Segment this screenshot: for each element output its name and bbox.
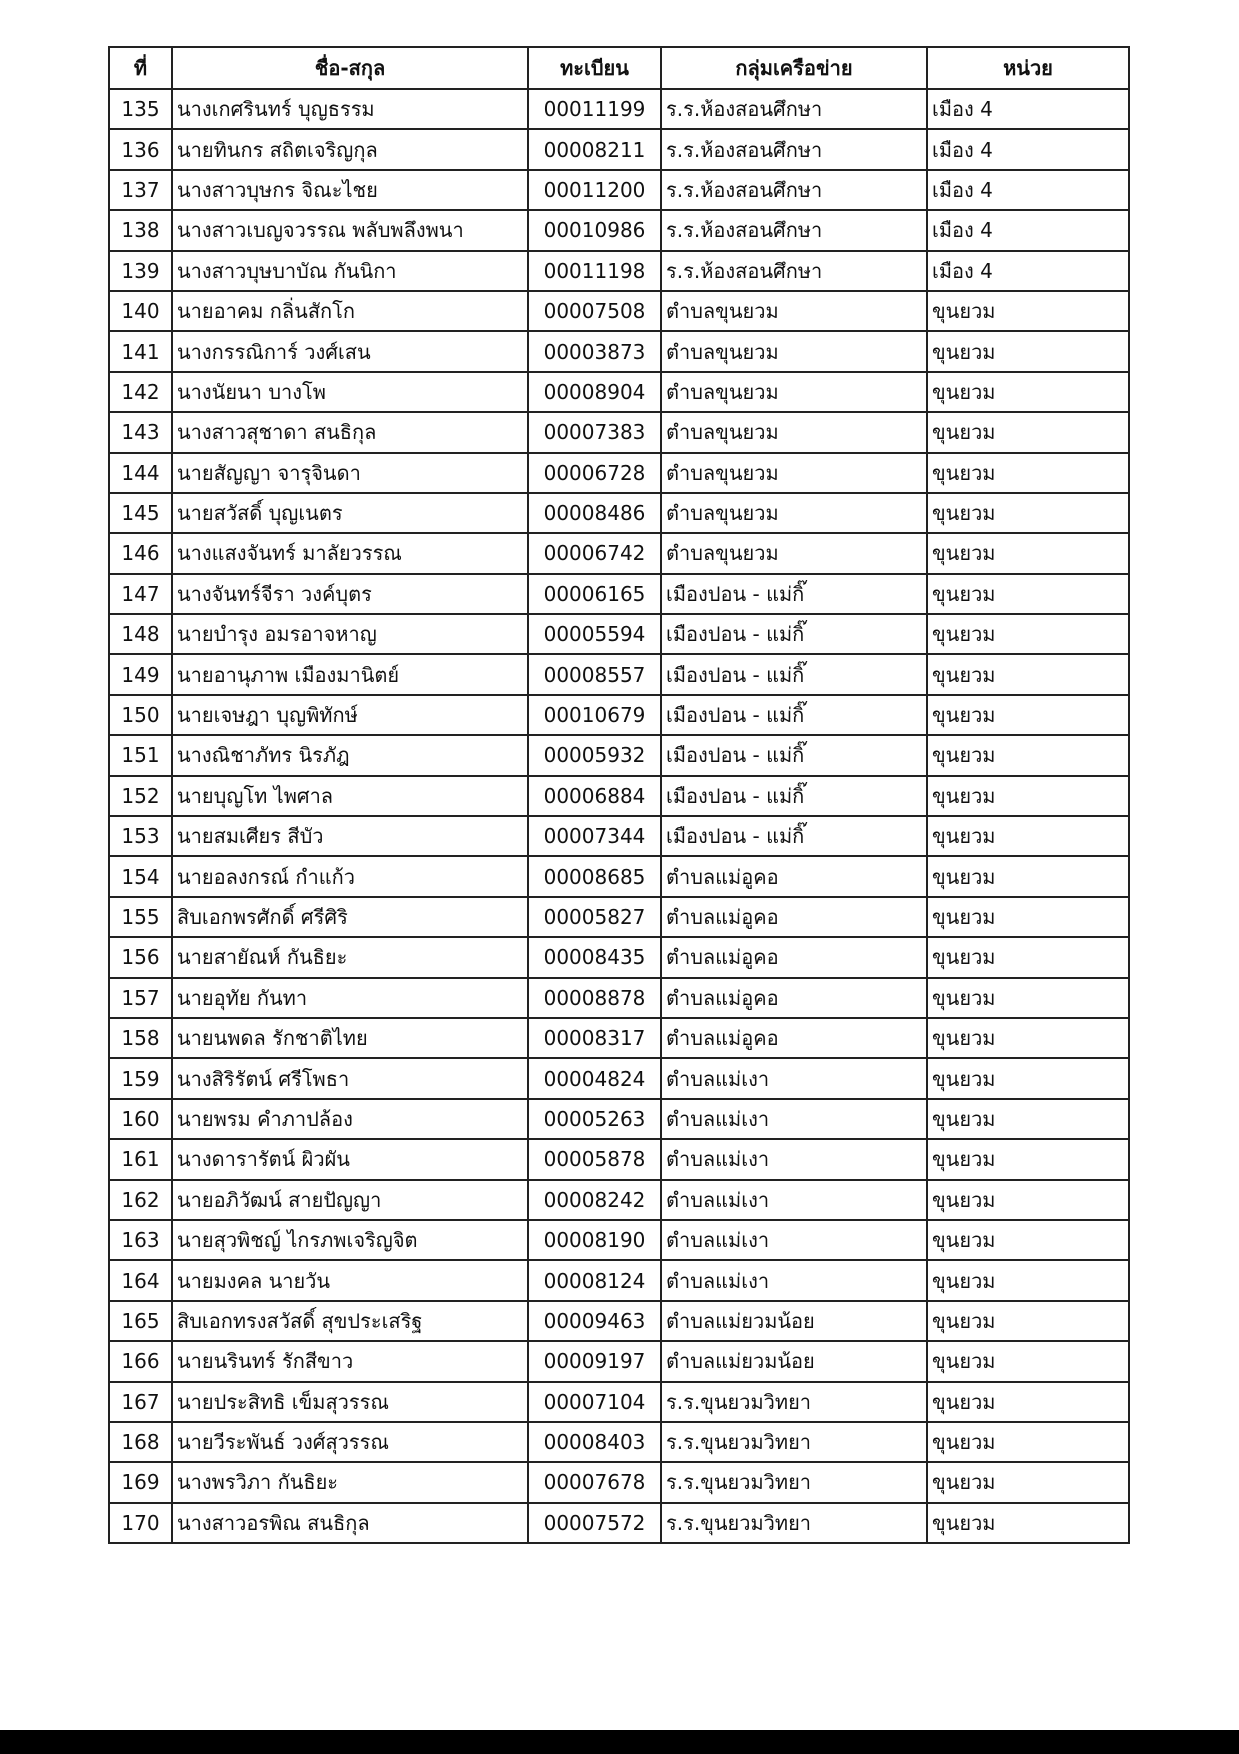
cell-name: นางสิริรัตน์ ศรีโพธา: [172, 1058, 528, 1098]
cell-name: นางสาวเบญจวรรณ พลับพลึงพนา: [172, 210, 528, 250]
cell-name: นายพรม คำภาปล้อง: [172, 1099, 528, 1139]
cell-no: 157: [109, 978, 172, 1018]
cell-unit: ขุนยวม: [927, 1341, 1129, 1381]
cell-name: สิบเอกพรศักดิ์ ศรีศิริ: [172, 897, 528, 937]
cell-network: ตำบลแม่อูคอ: [661, 1018, 927, 1058]
cell-name: นางสาวอรพิณ สนธิกุล: [172, 1503, 528, 1543]
header-name: ชื่อ-สกุล: [172, 47, 528, 89]
cell-name: นายอาคม กลิ่นสักโก: [172, 291, 528, 331]
cell-no: 152: [109, 776, 172, 816]
table-row: [109, 89, 1129, 129]
scan-bottom-edge: [0, 1730, 1239, 1754]
table-row: [109, 978, 1129, 1018]
table-row: [109, 937, 1129, 977]
cell-registration: 00007104: [528, 1382, 661, 1422]
cell-unit: ขุนยวม: [927, 533, 1129, 573]
table-row: [109, 1099, 1129, 1139]
cell-no: 150: [109, 695, 172, 735]
cell-no: 156: [109, 937, 172, 977]
cell-name: นางณิชาภัทร นิรภัฎ: [172, 735, 528, 775]
cell-no: 140: [109, 291, 172, 331]
cell-no: 166: [109, 1341, 172, 1381]
table-row: [109, 816, 1129, 856]
cell-name: นายอภิวัฒน์ สายปัญญา: [172, 1180, 528, 1220]
cell-name: นางกรรณิการ์ วงศ์เสน: [172, 331, 528, 371]
cell-unit: ขุนยวม: [927, 1382, 1129, 1422]
cell-no: 168: [109, 1422, 172, 1462]
cell-network: ร.ร.ห้องสอนศึกษา: [661, 210, 927, 250]
cell-unit: เมือง 4: [927, 89, 1129, 129]
cell-registration: 00006165: [528, 574, 661, 614]
table-row: [109, 210, 1129, 250]
cell-network: ร.ร.ขุนยวมวิทยา: [661, 1422, 927, 1462]
cell-no: 163: [109, 1220, 172, 1260]
table-row: [109, 372, 1129, 412]
cell-registration: 00005263: [528, 1099, 661, 1139]
cell-registration: 00005594: [528, 614, 661, 654]
cell-registration: 00005827: [528, 897, 661, 937]
cell-registration: 00007508: [528, 291, 661, 331]
cell-network: ร.ร.ขุนยวมวิทยา: [661, 1462, 927, 1502]
cell-network: เมืองปอน - แม่กิ๊: [661, 654, 927, 694]
cell-name: นางแสงจันทร์ มาลัยวรรณ: [172, 533, 528, 573]
cell-no: 147: [109, 574, 172, 614]
cell-network: ร.ร.ห้องสอนศึกษา: [661, 129, 927, 169]
cell-network: ตำบลขุนยวม: [661, 412, 927, 452]
cell-registration: 00008557: [528, 654, 661, 694]
cell-unit: ขุนยวม: [927, 695, 1129, 735]
cell-network: ตำบลแม่เงา: [661, 1139, 927, 1179]
cell-registration: 00007678: [528, 1462, 661, 1502]
cell-unit: ขุนยวม: [927, 978, 1129, 1018]
cell-registration: 00008904: [528, 372, 661, 412]
cell-network: ตำบลแม่เงา: [661, 1058, 927, 1098]
cell-no: 164: [109, 1260, 172, 1300]
cell-unit: ขุนยวม: [927, 1220, 1129, 1260]
cell-name: นางพรวิภา กันธิยะ: [172, 1462, 528, 1502]
cell-unit: ขุนยวม: [927, 1301, 1129, 1341]
cell-network: ตำบลแม่อูคอ: [661, 978, 927, 1018]
cell-unit: ขุนยวม: [927, 453, 1129, 493]
cell-no: 137: [109, 170, 172, 210]
cell-no: 145: [109, 493, 172, 533]
cell-registration: 00004824: [528, 1058, 661, 1098]
cell-name: นายบำรุง อมรอาจหาญ: [172, 614, 528, 654]
cell-no: 138: [109, 210, 172, 250]
cell-unit: เมือง 4: [927, 129, 1129, 169]
cell-name: นายนพดล รักชาติไทย: [172, 1018, 528, 1058]
table-row: [109, 574, 1129, 614]
table-row: [109, 493, 1129, 533]
cell-unit: ขุนยวม: [927, 654, 1129, 694]
cell-network: ร.ร.ขุนยวมวิทยา: [661, 1382, 927, 1422]
cell-unit: ขุนยวม: [927, 291, 1129, 331]
cell-network: ตำบลขุนยวม: [661, 372, 927, 412]
cell-name: นายวีระพันธ์ วงศ์สุวรรณ: [172, 1422, 528, 1462]
cell-no: 158: [109, 1018, 172, 1058]
cell-network: เมืองปอน - แม่กิ๊: [661, 776, 927, 816]
cell-network: ตำบลขุนยวม: [661, 291, 927, 331]
table-row: [109, 776, 1129, 816]
cell-no: 169: [109, 1462, 172, 1502]
cell-network: เมืองปอน - แม่กิ๊: [661, 574, 927, 614]
cell-registration: 00008685: [528, 856, 661, 896]
cell-registration: 00008317: [528, 1018, 661, 1058]
cell-network: เมืองปอน - แม่กิ๊: [661, 614, 927, 654]
cell-network: ตำบลแม่อูคอ: [661, 897, 927, 937]
table-row: [109, 170, 1129, 210]
cell-no: 162: [109, 1180, 172, 1220]
table-row: [109, 735, 1129, 775]
table-row: [109, 856, 1129, 896]
table-row: [109, 291, 1129, 331]
cell-registration: 00008190: [528, 1220, 661, 1260]
cell-no: 170: [109, 1503, 172, 1543]
header-unit: หน่วย: [927, 47, 1129, 89]
cell-no: 135: [109, 89, 172, 129]
cell-network: ตำบลแม่เงา: [661, 1099, 927, 1139]
cell-name: นางดารารัตน์ ผิวผัน: [172, 1139, 528, 1179]
cell-name: นางสาวบุษกร จิณะไชย: [172, 170, 528, 210]
cell-unit: ขุนยวม: [927, 735, 1129, 775]
cell-name: นายทินกร สถิตเจริญกุล: [172, 129, 528, 169]
cell-no: 136: [109, 129, 172, 169]
cell-network: ตำบลขุนยวม: [661, 453, 927, 493]
cell-name: นายอลงกรณ์ กำแก้ว: [172, 856, 528, 896]
table-row: [109, 1260, 1129, 1300]
cell-unit: ขุนยวม: [927, 372, 1129, 412]
cell-no: 160: [109, 1099, 172, 1139]
roster-table: [108, 46, 1130, 1544]
cell-name: นางนัยนา บางโพ: [172, 372, 528, 412]
table-row: [109, 1180, 1129, 1220]
cell-no: 165: [109, 1301, 172, 1341]
cell-unit: ขุนยวม: [927, 937, 1129, 977]
cell-unit: ขุนยวม: [927, 856, 1129, 896]
cell-network: ตำบลแม่เงา: [661, 1220, 927, 1260]
cell-unit: ขุนยวม: [927, 1058, 1129, 1098]
cell-registration: 00008486: [528, 493, 661, 533]
header-network: กลุ่มเครือข่าย: [661, 47, 927, 89]
table-row: [109, 251, 1129, 291]
cell-name: นายอุทัย กันทา: [172, 978, 528, 1018]
cell-no: 148: [109, 614, 172, 654]
cell-no: 139: [109, 251, 172, 291]
cell-no: 142: [109, 372, 172, 412]
table-row: [109, 614, 1129, 654]
cell-network: เมืองปอน - แม่กิ๊: [661, 695, 927, 735]
header-registration: ทะเบียน: [528, 47, 661, 89]
cell-registration: 00008435: [528, 937, 661, 977]
cell-no: 167: [109, 1382, 172, 1422]
cell-registration: 00008124: [528, 1260, 661, 1300]
cell-registration: 00009197: [528, 1341, 661, 1381]
table-row: [109, 1422, 1129, 1462]
cell-network: ตำบลแม่เงา: [661, 1260, 927, 1300]
cell-unit: ขุนยวม: [927, 816, 1129, 856]
table-row: [109, 1503, 1129, 1543]
table-row: [109, 1220, 1129, 1260]
cell-no: 151: [109, 735, 172, 775]
cell-name: นางเกศรินทร์ บุญธรรม: [172, 89, 528, 129]
table-row: [109, 453, 1129, 493]
cell-unit: ขุนยวม: [927, 776, 1129, 816]
cell-network: ตำบลขุนยวม: [661, 493, 927, 533]
table-row: [109, 897, 1129, 937]
table-row: [109, 1382, 1129, 1422]
cell-name: นางจันทร์จีรา วงค์บุตร: [172, 574, 528, 614]
cell-unit: ขุนยวม: [927, 412, 1129, 452]
cell-registration: 00007344: [528, 816, 661, 856]
cell-unit: ขุนยวม: [927, 1503, 1129, 1543]
cell-no: 161: [109, 1139, 172, 1179]
cell-network: ตำบลแม่ยวมน้อย: [661, 1301, 927, 1341]
cell-unit: ขุนยวม: [927, 897, 1129, 937]
cell-unit: ขุนยวม: [927, 493, 1129, 533]
cell-network: ร.ร.ห้องสอนศึกษา: [661, 89, 927, 129]
cell-registration: 00011199: [528, 89, 661, 129]
cell-name: นายบุญโท ไพศาล: [172, 776, 528, 816]
cell-unit: ขุนยวม: [927, 331, 1129, 371]
cell-network: ร.ร.ห้องสอนศึกษา: [661, 170, 927, 210]
cell-registration: 00005932: [528, 735, 661, 775]
table-header-row: [109, 47, 1129, 89]
table-row: [109, 1301, 1129, 1341]
table-row: [109, 1018, 1129, 1058]
cell-name: นางสาวบุษบาบัณ กันนิกา: [172, 251, 528, 291]
header-no: ที่: [109, 47, 172, 89]
cell-no: 154: [109, 856, 172, 896]
cell-name: นายสมเศียร สีบัว: [172, 816, 528, 856]
cell-registration: 00007572: [528, 1503, 661, 1543]
cell-unit: ขุนยวม: [927, 1260, 1129, 1300]
table-row: [109, 129, 1129, 169]
cell-name: นายสัญญา จารุจินดา: [172, 453, 528, 493]
cell-unit: ขุนยวม: [927, 614, 1129, 654]
cell-network: ตำบลแม่อูคอ: [661, 856, 927, 896]
cell-name: นายประสิทธิ เข็มสุวรรณ: [172, 1382, 528, 1422]
cell-name: นายอานุภาพ เมืองมานิตย์: [172, 654, 528, 694]
table-row: [109, 412, 1129, 452]
cell-unit: ขุนยวม: [927, 1462, 1129, 1502]
cell-registration: 00005878: [528, 1139, 661, 1179]
table-row: [109, 654, 1129, 694]
cell-network: ตำบลแม่อูคอ: [661, 937, 927, 977]
cell-registration: 00011198: [528, 251, 661, 291]
table-row: [109, 331, 1129, 371]
cell-network: ตำบลขุนยวม: [661, 331, 927, 371]
cell-no: 144: [109, 453, 172, 493]
cell-unit: เมือง 4: [927, 210, 1129, 250]
cell-name: นายสุวพิชญ์ ไกรภพเจริญจิต: [172, 1220, 528, 1260]
cell-unit: ขุนยวม: [927, 1099, 1129, 1139]
cell-no: 146: [109, 533, 172, 573]
table-row: [109, 1139, 1129, 1179]
table-row: [109, 1462, 1129, 1502]
cell-name: นายเจษฎา บุญพิทักษ์: [172, 695, 528, 735]
cell-registration: 00003873: [528, 331, 661, 371]
cell-no: 149: [109, 654, 172, 694]
cell-network: ตำบลขุนยวม: [661, 533, 927, 573]
cell-name: นายสวัสดิ์ บุญเนตร: [172, 493, 528, 533]
cell-registration: 00007383: [528, 412, 661, 452]
cell-unit: เมือง 4: [927, 251, 1129, 291]
table-row: [109, 1341, 1129, 1381]
cell-no: 155: [109, 897, 172, 937]
table-row: [109, 533, 1129, 573]
cell-unit: เมือง 4: [927, 170, 1129, 210]
cell-unit: ขุนยวม: [927, 1018, 1129, 1058]
cell-registration: 00008211: [528, 129, 661, 169]
cell-registration: 00008242: [528, 1180, 661, 1220]
cell-no: 141: [109, 331, 172, 371]
cell-unit: ขุนยวม: [927, 1139, 1129, 1179]
cell-network: ตำบลแม่ยวมน้อย: [661, 1341, 927, 1381]
cell-name: นายมงคล นายวัน: [172, 1260, 528, 1300]
cell-registration: 00009463: [528, 1301, 661, 1341]
cell-name: นายนรินทร์ รักสีขาว: [172, 1341, 528, 1381]
cell-registration: 00006728: [528, 453, 661, 493]
cell-registration: 00006742: [528, 533, 661, 573]
cell-registration: 00010986: [528, 210, 661, 250]
cell-name: สิบเอกทรงสวัสดิ์ สุขประเสริฐ: [172, 1301, 528, 1341]
cell-no: 143: [109, 412, 172, 452]
cell-registration: 00008403: [528, 1422, 661, 1462]
cell-name: นายสายัณห์ กันธิยะ: [172, 937, 528, 977]
cell-registration: 00010679: [528, 695, 661, 735]
cell-network: ร.ร.ห้องสอนศึกษา: [661, 251, 927, 291]
cell-unit: ขุนยวม: [927, 574, 1129, 614]
cell-unit: ขุนยวม: [927, 1180, 1129, 1220]
cell-network: เมืองปอน - แม่กิ๊: [661, 816, 927, 856]
table-row: [109, 695, 1129, 735]
cell-no: 159: [109, 1058, 172, 1098]
cell-registration: 00008878: [528, 978, 661, 1018]
cell-no: 153: [109, 816, 172, 856]
cell-network: เมืองปอน - แม่กิ๊: [661, 735, 927, 775]
cell-unit: ขุนยวม: [927, 1422, 1129, 1462]
cell-network: ร.ร.ขุนยวมวิทยา: [661, 1503, 927, 1543]
cell-registration: 00006884: [528, 776, 661, 816]
table-body: [109, 89, 1129, 1543]
table-row: [109, 1058, 1129, 1098]
cell-name: นางสาวสุชาดา สนธิกุล: [172, 412, 528, 452]
cell-network: ตำบลแม่เงา: [661, 1180, 927, 1220]
cell-registration: 00011200: [528, 170, 661, 210]
